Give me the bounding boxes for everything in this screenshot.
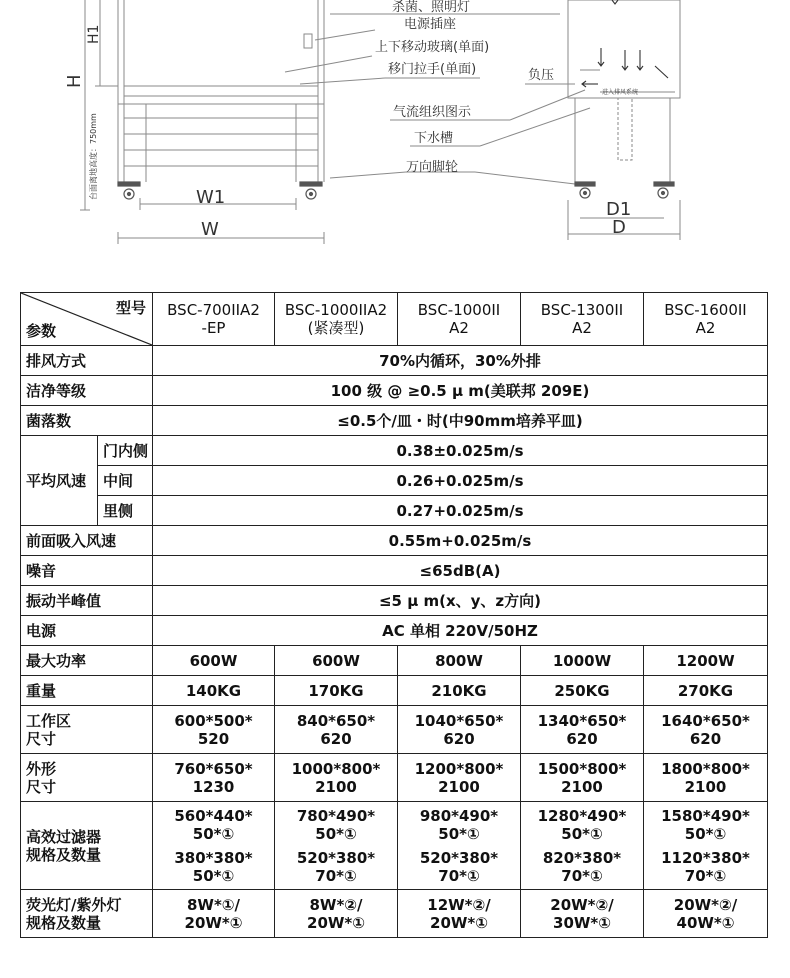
cell: 600W [153,646,275,676]
cell: 560*440* 50*① 380*380* 50*① [153,802,275,890]
table-row [21,616,768,646]
label-power-socket: 电源插座 [404,17,457,32]
label-sterilize-light: 杀菌、照明灯 [392,0,471,15]
row-value: 0.27+0.025m/s [153,496,768,526]
label-negative-pressure: 负压 [528,68,555,83]
table-row [21,376,768,406]
row-value: ≤65dB(A) [153,556,768,586]
dim-w1: W1 [196,187,226,208]
table-row [21,496,768,526]
table-row [21,586,768,616]
row-sublabel: 中间 [98,466,153,496]
cell: 1640*650* 620 [644,706,768,754]
corner-param-label: 参数 [26,322,57,340]
cell: 1500*800* 2100 [521,754,644,802]
cabinet-drawing [0,0,790,260]
cell: 800W [398,646,521,676]
cell: 12W*②/ 20W*① [398,890,521,938]
row-label: 电源 [21,616,153,646]
row-value: ≤5 μ m(x、y、z方向) [153,586,768,616]
model-header: BSC-1300II A2 [521,293,644,346]
cell: 1200*800* 2100 [398,754,521,802]
row-label: 前面吸入风速 [21,526,153,556]
table-row [21,676,768,706]
table-row [21,556,768,586]
spec-table [20,292,768,938]
row-value: AC 单相 220V/50HZ [153,616,768,646]
label-exhaust-note: 进入排风系统 [602,89,639,96]
row-label: 重量 [21,676,153,706]
cell: 210KG [398,676,521,706]
row-sublabel: 门内侧 [98,436,153,466]
row-label: 外形 尺寸 [21,754,153,802]
row-label: 振动半峰值 [21,586,153,616]
cell: 780*490* 50*① 520*380* 70*① [275,802,398,890]
cell: 1340*650* 620 [521,706,644,754]
dim-d: D [612,217,626,238]
label-airflow: 气流组织图示 [393,105,472,120]
row-value: 0.26+0.025m/s [153,466,768,496]
cell: 1040*650* 620 [398,706,521,754]
cell: 1000W [521,646,644,676]
cell: 8W*①/ 20W*① [153,890,275,938]
row-label: 工作区 尺寸 [21,706,153,754]
table-row [21,346,768,376]
table-row [21,646,768,676]
cell: 1000*800* 2100 [275,754,398,802]
model-header: BSC-1000IIA2 (紧凑型) [275,293,398,346]
row-label: 平均风速 [21,436,98,526]
row-value: 0.38±0.025m/s [153,436,768,466]
dim-w: W [201,219,219,240]
cell: 980*490* 50*① 520*380* 70*① [398,802,521,890]
row-label: 荧光灯/紫外灯 规格及数量 [21,890,153,938]
table-row [21,706,768,754]
table-row [21,436,768,466]
cell: 20W*②/ 30W*① [521,890,644,938]
model-header: BSC-1600II A2 [644,293,768,346]
row-label: 高效过滤器 规格及数量 [21,802,153,890]
row-value: 0.55m+0.025m/s [153,526,768,556]
label-drain: 下水槽 [414,131,454,146]
table-row [21,466,768,496]
model-header: BSC-1000II A2 [398,293,521,346]
row-value: 100 级 @ ≥0.5 μ m(美联邦 209E) [153,376,768,406]
row-label: 噪音 [21,556,153,586]
row-value: 70%内循环，30%外排 [153,346,768,376]
cell: 1200W [644,646,768,676]
cell: 8W*②/ 20W*① [275,890,398,938]
corner-cell [21,293,153,346]
cell: 600W [275,646,398,676]
label-sliding-glass: 上下移动玻璃(单面) [375,40,490,55]
cell: 270KG [644,676,768,706]
cell: 1800*800* 2100 [644,754,768,802]
corner-model-label: 型号 [115,299,146,317]
cell: 170KG [275,676,398,706]
cell: 1580*490* 50*① 1120*380* 70*① [644,802,768,890]
dim-d1: D1 [606,199,632,220]
cell: 20W*②/ 40W*① [644,890,768,938]
cell: 840*650* 620 [275,706,398,754]
table-row [21,526,768,556]
row-label: 菌落数 [21,406,153,436]
row-label: 排风方式 [21,346,153,376]
table-row [21,890,768,938]
dim-h: H [64,74,85,88]
cell: 140KG [153,676,275,706]
cell: 250KG [521,676,644,706]
row-value: ≤0.5个/皿・时(中90mm培养平皿) [153,406,768,436]
label-casters: 万向脚轮 [406,160,459,175]
dim-h1: H1 [86,24,102,44]
table-row [21,754,768,802]
cell: 1280*490* 50*① 820*380* 70*① [521,802,644,890]
row-label: 洁净等级 [21,376,153,406]
table-row [21,406,768,436]
header-row [21,293,768,346]
table-row [21,802,768,890]
model-header: BSC-700IIA2 -EP [153,293,275,346]
label-table-height: 台面离地高度：750mm [89,113,98,200]
row-label: 最大功率 [21,646,153,676]
row-sublabel: 里侧 [98,496,153,526]
cell: 600*500* 520 [153,706,275,754]
cell: 760*650* 1230 [153,754,275,802]
label-door-handle: 移门拉手(单面) [388,62,477,77]
